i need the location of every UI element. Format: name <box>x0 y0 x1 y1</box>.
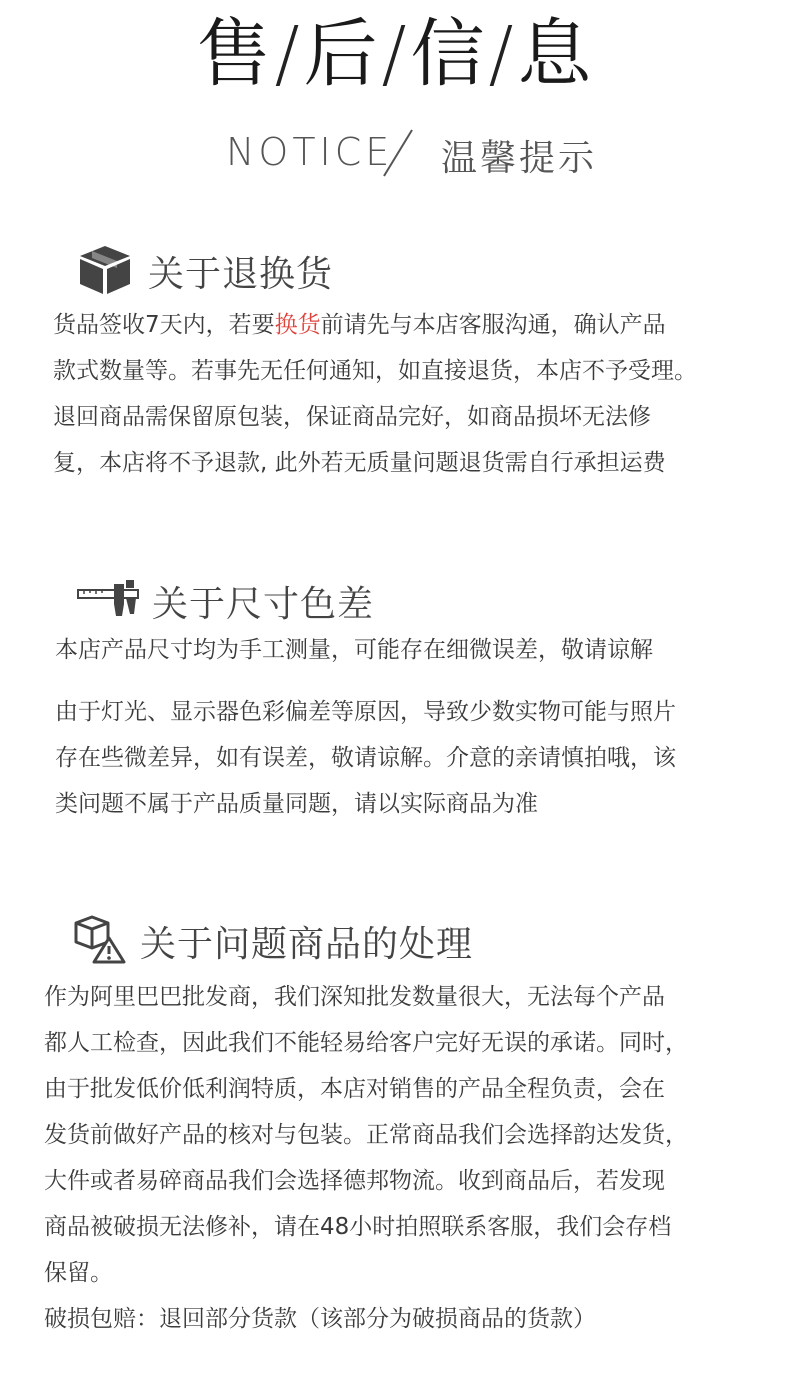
subtitle-cn: 温馨提示 <box>441 138 598 179</box>
section-body-size-2 <box>55 689 676 827</box>
title-char: 信 <box>410 11 487 97</box>
text-line: 由于批发低价低利润特质，本店对销售的产品全程负责，会在 <box>44 1076 665 1102</box>
section-heading-label: 关于退换货 <box>148 254 334 295</box>
caliper-icon <box>76 578 142 622</box>
title-char: 售 <box>196 11 273 97</box>
section-heading-label: 关于问题商品的处理 <box>140 924 474 965</box>
text-line: 本店产品尺寸均为手工测量，可能存在细微误差，敬请谅解 <box>55 637 653 663</box>
text-line: 都人工检查，因此我们不能轻易给客户完好无误的承诺。同时， <box>44 1030 688 1056</box>
title-separator: / <box>274 11 302 97</box>
section-heading-issues <box>72 914 512 966</box>
subtitle <box>0 126 790 186</box>
text-segment: 货品签收7天内，若要 <box>53 312 275 338</box>
text-line: 作为阿里巴巴批发商，我们深知批发数量很大，无法每个产品 <box>44 984 665 1010</box>
text-line: 保留。 <box>44 1260 113 1286</box>
title-char: 息 <box>517 11 594 97</box>
text-line: 由于灯光、显示器色彩偏差等原因，导致少数实物可能与照片 <box>55 699 676 725</box>
section-heading-returns <box>78 244 398 296</box>
text-line: 破损包赔：退回部分货款（该部分为破损商品的货款） <box>44 1306 596 1332</box>
subtitle-en: NOTICE <box>226 130 394 174</box>
title-separator: / <box>381 11 409 97</box>
slash-divider-icon <box>378 126 418 178</box>
text-line: 存在些微差异，如有误差，敬请谅解。介意的亲请慎拍哦，该 <box>55 745 676 771</box>
text-line: 款式数量等。若事先无任何通知，如直接退货，本店不予受理。 <box>53 358 697 384</box>
title-separator: / <box>488 11 516 97</box>
damaged-box-warning-icon <box>72 914 126 966</box>
box-icon <box>78 244 132 296</box>
text-line: 大件或者易碎商品我们会选择德邦物流。收到商品后，若发现 <box>44 1168 665 1194</box>
section-heading-label: 关于尺寸色差 <box>152 584 375 625</box>
text-line <box>53 302 697 348</box>
text-line: 退回商品需保留原包装，保证商品完好，如商品损坏无法修 <box>53 404 651 430</box>
section-body-issues <box>44 974 688 1342</box>
text-line: 商品被破损无法修补，请在48小时拍照联系客服，我们会存档 <box>44 1214 672 1240</box>
section-body-returns <box>53 302 697 486</box>
text-line: 发货前做好产品的核对与包装。正常商品我们会选择韵达发货， <box>44 1122 688 1148</box>
text-segment: 前请先与本店客服沟通，确认产品 <box>320 312 666 338</box>
text-line: 类问题不属于产品质量同题，请以实际商品为准 <box>55 791 538 817</box>
section-body-size-1 <box>55 627 653 673</box>
highlight-text: 换货 <box>274 312 321 338</box>
page-title <box>0 10 790 98</box>
section-heading-size <box>76 574 396 626</box>
title-char: 后 <box>303 11 380 97</box>
text-line: 复，本店将不予退款, 此外若无质量问题退货需自行承担运费 <box>53 450 666 476</box>
